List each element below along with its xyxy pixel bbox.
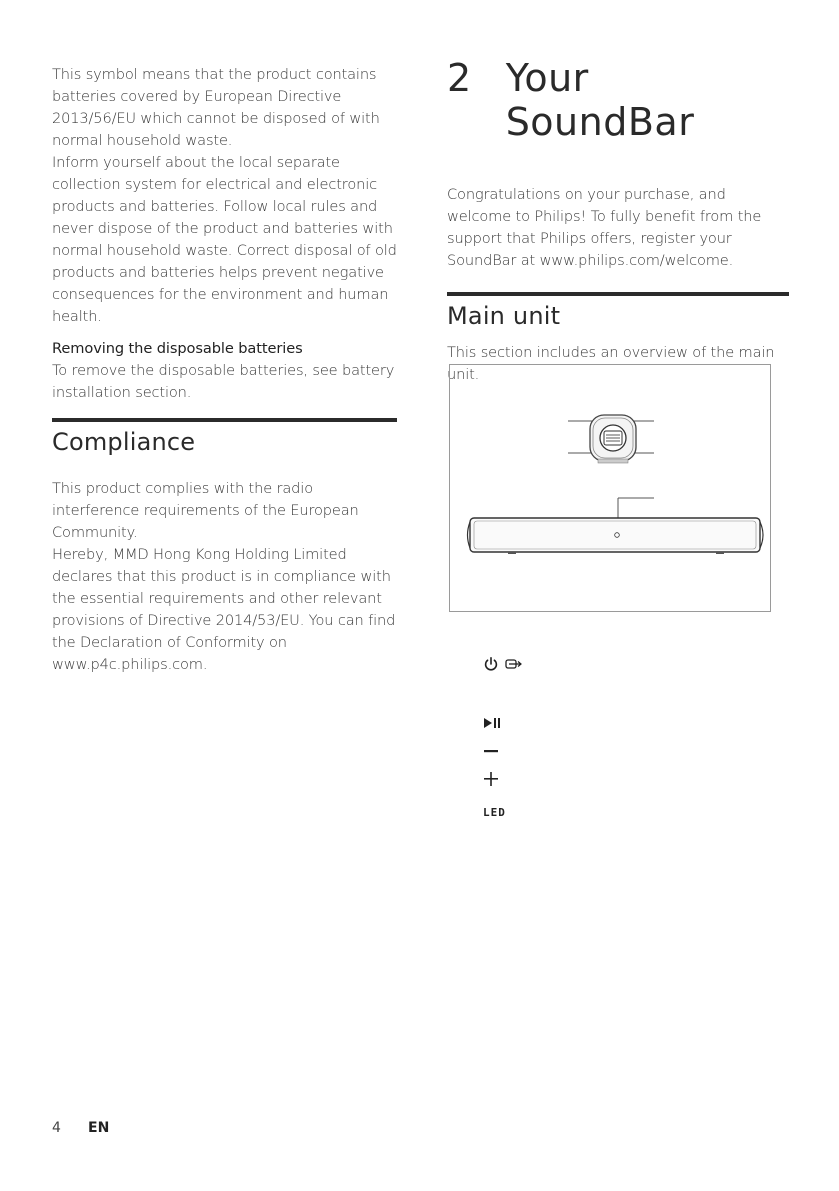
volume-down-row bbox=[483, 744, 499, 758]
volume-up-row bbox=[483, 771, 499, 787]
chapter-heading bbox=[447, 56, 789, 144]
main-unit-rule bbox=[447, 292, 789, 296]
compliance-paragraph-2: Hereby, MMD Hong Kong Holding Limited declares that this product is in compliance with the essential requirements and other relevant provisions of Directive 2014/53/EU. You can find the Declaration of Conformity on www.p4c.philips.com. bbox=[52, 546, 396, 673]
plus-icon bbox=[483, 771, 499, 787]
battery-disposal-text bbox=[52, 64, 397, 328]
left-column bbox=[52, 64, 397, 676]
led-label: LED bbox=[483, 806, 506, 819]
compliance-title: Compliance bbox=[52, 428, 196, 456]
led-row bbox=[483, 806, 506, 819]
page-number: 4 bbox=[52, 1120, 61, 1136]
source-icon bbox=[505, 658, 523, 670]
battery-symbol-paragraph: This symbol means that the product contains batteries covered by European Directive 2013/56/EU which cannot be disposed of with normal household waste. bbox=[52, 66, 380, 149]
play-pause-icon bbox=[483, 717, 501, 729]
language-code: EN bbox=[88, 1120, 110, 1136]
chapter-number: 2 bbox=[447, 56, 472, 100]
right-column bbox=[447, 56, 789, 386]
removing-batteries-heading: Removing the disposable batteries bbox=[52, 340, 303, 357]
minus-icon bbox=[483, 744, 499, 758]
local-disposal-paragraph: Inform yourself about the local separate collection system for electrical and electronic products and batteries. Follow local rules and never dispose of the product and batteries with normal household waste. Correct disposal of old products and batteries helps prevent negative consequences for the environment and human health. bbox=[52, 154, 397, 325]
main-unit-figure bbox=[449, 364, 771, 612]
control-panel-icon bbox=[568, 415, 654, 463]
power-icon bbox=[483, 656, 499, 672]
main-unit-text: This section includes an overview of the main unit. bbox=[447, 344, 775, 383]
soundbar-icon bbox=[468, 518, 764, 554]
page-footer bbox=[52, 1120, 110, 1136]
chapter-title: Your SoundBar bbox=[505, 56, 695, 144]
main-unit-title: Main unit bbox=[447, 302, 561, 330]
power-source-row bbox=[483, 656, 523, 672]
congratulations-text: Congratulations on your purchase, and welcome to Philips! To fully benefit from the support that Philips offers, register your SoundBar at www.philips.com/welcome. bbox=[447, 186, 762, 269]
soundbar-illustration bbox=[450, 365, 770, 611]
compliance-paragraph-1: This product complies with the radio interference requirements of the European Community. bbox=[52, 480, 359, 541]
play-pause-row bbox=[483, 717, 501, 729]
compliance-text bbox=[52, 478, 397, 676]
removing-batteries-text: To remove the disposable batteries, see battery installation section. bbox=[52, 362, 395, 401]
compliance-rule bbox=[52, 418, 397, 422]
